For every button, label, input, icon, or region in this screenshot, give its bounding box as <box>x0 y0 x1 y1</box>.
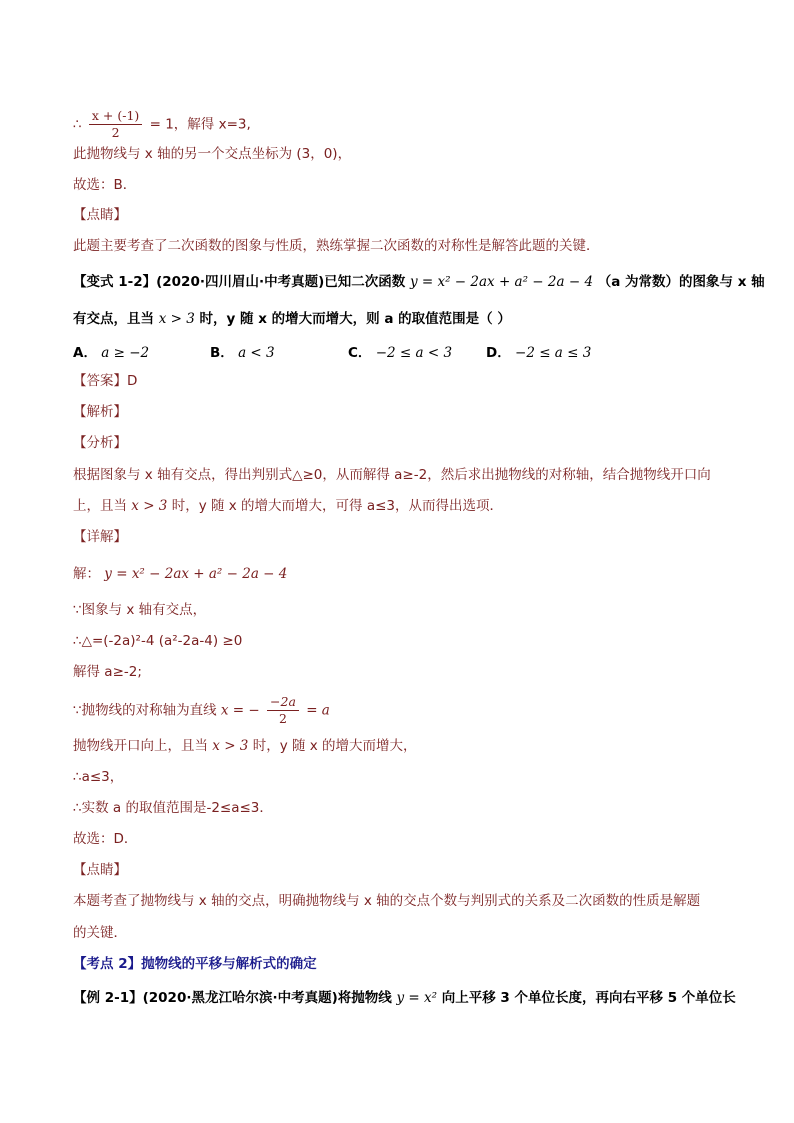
option-b: B． a < 3 <box>210 345 275 361</box>
question-function: y = x² − 2ax + a² − 2a − 4 <box>409 274 594 290</box>
step-discriminant: ∴△=(-2a)²-4 (a²-2a-4) ≥0 <box>73 633 243 649</box>
intersection-line: 此抛物线与 x 轴的另一个交点坐标为 (3，0)， <box>73 146 352 162</box>
choose-b-line: 故选：B． <box>73 177 137 193</box>
fraction <box>89 108 142 141</box>
solution-text: = 1，解得 x=3, <box>149 116 251 133</box>
question-cond-rest: 时，y 随 x 的增大而增大，则 a 的取值范围是（ ） <box>199 311 511 327</box>
option-d: D． −2 ≤ a ≤ 3 <box>486 345 592 361</box>
jiexi-heading: 【解析】 <box>73 404 127 420</box>
answer-line: 【答案】D <box>73 373 138 389</box>
dianjing-text: 此题主要考查了二次函数的图象与性质，熟练掌握二次函数的对称性是解答此题的关键． <box>73 238 600 254</box>
therefore-symbol: ∴ <box>73 116 82 133</box>
step-intersect: ∵图象与 x 轴有交点， <box>73 602 207 618</box>
step-choose-d: 故选：D． <box>73 831 138 847</box>
fenxi-heading: 【分析】 <box>73 435 127 451</box>
fraction-numerator: x + (-1) <box>89 108 142 125</box>
question-line-1 <box>73 273 765 291</box>
example-line <box>73 989 736 1007</box>
axis-fraction: $\frac{-2a}{2}$ <box>267 694 299 727</box>
step-function-expr: y = x² − 2ax + a² − 2a − 4 <box>104 566 288 582</box>
analysis-line-1: 根据图象与 x 轴有交点，得出判别式△≥0，从而解得 a≥-2，然后求出抛物线的对称轴，结合抛物线开口向 <box>73 467 711 483</box>
summary-line-2: 的关键． <box>73 925 127 941</box>
example-source: (2020·黑龙江哈尔滨·中考真题)将抛物线 <box>142 990 392 1006</box>
step-function: 解： y = x² − 2ax + a² − 2a − 4 <box>73 566 288 582</box>
line-solution-x <box>73 108 251 141</box>
example-tag: 【例 2-1】 <box>73 990 143 1006</box>
example-function: y = x² <box>396 990 438 1006</box>
analysis-cond: x > 3 <box>131 498 168 514</box>
step-final-range: ∴实数 a 的取值范围是-2≤a≤3． <box>73 800 273 816</box>
step-axis: ∵抛物线的对称轴为直线 x = − $\frac{-2a}{2}$ = a <box>73 694 330 726</box>
xiangjie-heading: 【详解】 <box>73 529 127 545</box>
dianjing-heading-2: 【点睛】 <box>73 862 127 878</box>
kaodian-heading: 【考点 2】抛物线的平移与解析式的确定 <box>73 956 317 972</box>
question-source: (2020·四川眉山·中考真题)已知二次函数 <box>156 274 406 290</box>
step-a-range-1: 解得 a≥-2; <box>73 664 142 680</box>
question-paren: （a 为常数）的图象与 x 轴 <box>597 274 765 290</box>
option-a: A． a ≥ −2 <box>73 345 150 361</box>
question-cond-prefix: 有交点，且当 <box>73 311 154 327</box>
step-a-le-3: ∴a≤3， <box>73 769 124 785</box>
summary-line-1: 本题考查了抛物线与 x 轴的交点，明确抛物线与 x 轴的交点个数与判别式的关系及二次函数的性质是解题 <box>73 893 701 909</box>
dianjing-heading: 【点睛】 <box>73 207 127 223</box>
fraction-denominator: 2 <box>111 125 120 140</box>
option-c: C． −2 ≤ a < 3 <box>348 345 453 361</box>
question-tag: 【变式 1-2】 <box>73 274 157 290</box>
question-line-2 <box>73 310 511 328</box>
example-rest: 向上平移 3 个单位长度，再向右平移 5 个单位长 <box>441 990 736 1006</box>
question-cond: x > 3 <box>158 311 195 327</box>
analysis-line-2: 上，且当 x > 3 时，y 随 x 的增大而增大，可得 a≤3，从而得出选项． <box>73 498 504 514</box>
step-opens-up: 抛物线开口向上，且当 x > 3 时，y 随 x 的增大而增大， <box>73 738 417 754</box>
